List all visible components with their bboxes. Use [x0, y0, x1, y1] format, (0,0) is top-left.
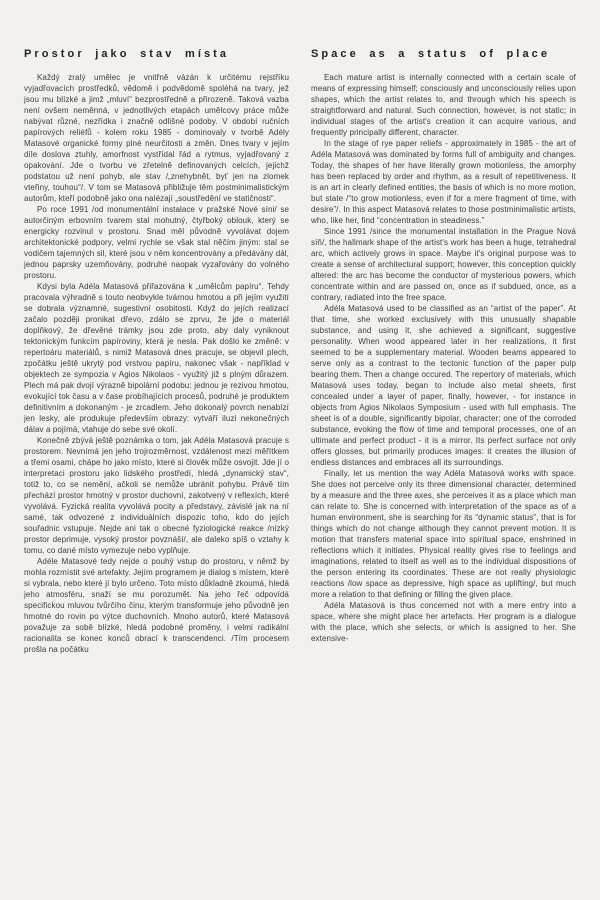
czech-paragraph-4: Konečně zbývá ještě poznámka o tom, jak Adéla Matasová pracuje s prostorem. Nevnímá jen jeho trojrozměrnost, vzdálenost mezi měřítkem a třemi osami, chápe ho jako místo, které si člověk může osvojit. Jde jí o interpretaci prostoru jako lidského prostředí, hledá „dynamický stav“, totiž to, co se nemění, ačkoli se nemůže ubránit pohybu. Právě tím přechází prostor hmotný v prostor duchovní, zakotvený v reflexích, které vyvolává. Fyzická realita vyvolává pocity a představy, závislé jak na ní samé, tak odvozené z individuálních dispozic toho, kdo do jejích souřadnic vstupuje. Nejde ani tak o obecné fyziologické reakce /nízký prostor deprimuje, vysoký prostor povznáší/, ale daleko spíš o vztahy k tomu, co dané místo vymezuje nebo vyplňuje. — [24, 436, 289, 555]
czech-paragraph-5: Adéle Matasové tedy nejde o pouhý vstup do prostoru, v němž by mohla rozmístit své artefakty. Jejím programem je dialog s místem, které si vybrala, nebo které jí bylo určeno. Toto místo důkladně zkoumá, hledá jeho atmosféru, snaží se mu porozumět. Na jeho řeč odpovídá specifickou mluvou tvůrčího činu, kterým transformuje jeho původně jen hmotné do rovin po výtce duchovních. Mnoho autorů, které Matasová považuje za sobě blízké, hledá podobné proměny, i velmi radikální racionalita se konec konců obrací k transcendenci. /Tím procesem prošla na počátku — [24, 557, 289, 654]
czech-title: Prostor jako stav místa — [24, 48, 230, 60]
english-paragraph-2: In the stage of rye paper reliefs - approximately in 1985 - the art of Adéla Matasová was dominated by forms full of ambiguity and changes. Today, the shapes of her have literally grown motionless, the amorphy has been replaced by order and rhythm, as a result of repetitiveness. It is an art in clearly defined entities, the basis of which is no more motion, but state /“to grow motionless, even if for a mere fragment of time, with desire”/. In this aspect Matasová relates to those postminimalistic artists, who, like her, find “concentration in steadiness.” — [311, 139, 576, 225]
column-english — [311, 48, 576, 880]
english-paragraph-4: Adéla Matasová used to be classified as an “artist of the paper”. At that time, she worked exclusively with this unusually shapable substance, and using it, she achieved a significant, suggestive personality. When wood appeared later in her realizations, it first seemed to be a supplementary material. Wooden beams appeared to serve only as a contrast to the tectonic function of the paper pulp bearing them. Then a change occured. The repertory of materials, which Matasová uses today, began to include also metal sheets, first concealed under a layer of paper, finally, however, - for instance in objects from Agios Nikolaos Symposium - used with full emphasis. The sheet is of a double, significantly bipolar, character: one of the corroded substance, evoking the flow of time and temporal processes, one of an ultimate and perfect product - it is a mirror. Its perfect surface not only offers glosses, but primarily produces images: it creates the illusion of endless distances and embraces all its surroundings. — [311, 304, 576, 467]
czech-paragraph-1: Každý zralý umělec je vnitřně vázán k určitému rejstříku vyjadřovacích prostředků, vědomě i podvědomě spoléhá na tvary, jež jsou mu blízké a jimž „mluví“ bezprostředně a přirozeně. Taková vazba není ovšem neměnná, v jednotlivých etapách umělcovy práce může nabývat různé, nezřídka i značně odlišné podoby. V období ručních papírových reliéfů - kolem roku 1985 - dominovaly v tvorbě Adély Matasové organické formy plné neurčitosti a změn. Dnes tvary v jejím díle doslova ztuhly, amorfnost vystřídal řád a rytmus, vyjadřovaný z opakování. Jde o tvorbu ve zřetelně definovaných celcích, jejichž podstatou už není pohyb, ale stav /„znehybnět, byť jen na zlomek vteřiny, touhou“/. V tom se Matasová přibližuje těm postminimalistickým autorům, kteří podobně jako ona nalézají „soustředění ve statičnosti“. — [24, 73, 289, 203]
column-czech — [24, 48, 289, 880]
english-paragraph-1: Each mature artist is internally connected with a certain scale of means of expressing himself; consciously and unconsciously relies upon shapes, which the artist relates to, and through which his speech is straightforward and natural. Such connection, however, is not static; in individual stages of the artist's creation it can acquire various, and frequently principally different, character. — [311, 73, 576, 137]
english-paragraph-3: Since 1991 /since the monumental installation in the Prague Nová síň/, the hallmark shape of the artist's work has been a huge, tetrahedral arc, which actively grows in space. Maybe it's original purpose was to create a sense of architectural support; however, this conception quickly altered: the arc has become the conductor of mysterious powers, which concentrate within and are passed on, once as if subdued, once, as a contrary, radiated into the free space. — [311, 227, 576, 302]
english-paragraph-6: Adéla Matasová is thus concerned not with a mere entry into a space, where she might place her artefacts. Her program is a dialogue with the place, which she selects, or which is assigned to her. She extensive- — [311, 601, 576, 643]
czech-paragraph-2: Po roce 1991 /od monumentální instalace v pražské Nové síni/ se autorčiným erbovním tvarem stal mohutný, čtyřboký oblouk, který se energicky rozvinul v prostoru. Snad měl původně vyvolávat dojem architektonické podpory, velmi rychle se však stal něčím jiným: stal se vodičem tajemných sil, které jsou v něm koncentrovány a předávány dál, jednou paprsky uzemňovány, podruhé naopak vyzařovány do volného prostoru. — [24, 205, 289, 280]
english-title: Space as a status of place — [311, 48, 551, 60]
english-paragraph-5: Finally, let us mention the way Adéla Matasová works with space. She does not perceive only its three dimensional character, determined by a measure and the three axes, she perceives it as a place which man can relate to. She is concerned with interpretation of the space as of a human environment, she is searching for its “dynamic status”, that is for things which do not change although they cannot prevent motion. It is motion that transfers material space into spiritual space, enshrined in reflections which it initiates. Physical reality gives rise to feelings and imaginations, related to itself as well as to the individual dispositions of the person entering its coordinates. These are not really physiologic reactions /low space as depressive, high space as uplifting/, but much more a relation to that defining or filling the given place. — [311, 469, 576, 599]
czech-paragraph-3: Kdysi byla Adéla Matasová přiřazována k „umělcům papíru“. Tehdy pracovala výhradně s touto neobvykle tvárnou hmotou a při jejím využití se dobrala významné, sugestivní osobitosti. Když do jejích realizací začalo později pronikat dřevo, zdálo se zprvu, že jde o materiál doplňkový, že dřevěné trámky jsou zde proto, aby daly vyniknout tektonickým funkcím papíroviny, která je nesla. Pak došlo ke změně: v repertoáru materiálů, s nimiž Matasová dnes pracuje, se objevil plech, zpočátku ještě ukrytý pod vrstvou papíru, nakonec však - například v objektech ze sympozia v Agios Nikolaos - využitý již s plným důrazem. Plech má pak dvojí výrazně bipolární podobu: jednou je rezivou hmotou, evokující tok času a v čase probíhajících procesů, podruhé je produktem definitivním a dokonaným - je zrcadlem. Jeho dokonalý povrch nenabízí jen lesky, ale produkuje především obrazy: vytváří iluzi nekonečných dálav a pojímá, vtahuje do sebe své okolí. — [24, 282, 289, 434]
